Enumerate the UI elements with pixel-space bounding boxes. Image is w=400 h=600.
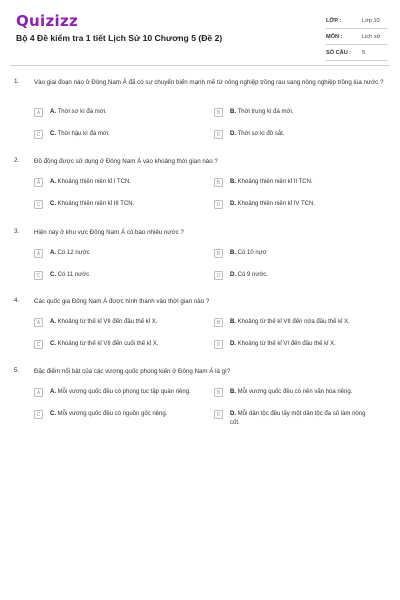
meta-label: SỐ CÂU : (326, 49, 352, 56)
option-label: Khoảng thiên niên kỉ IV TCN. (237, 201, 315, 207)
option-key: C. (50, 411, 56, 417)
option-letter-box[interactable]: C (34, 340, 43, 349)
option-label: Khoảng thiên niên kỉ I TCN. (57, 179, 131, 185)
option-text (230, 178, 375, 187)
option-key: B. (230, 109, 236, 115)
option-key: C. (50, 341, 56, 347)
question-text: Các quốc gia Đông Nam Á được hình thành vào thời gian nào ? (34, 298, 210, 305)
answer-option-a[interactable] (34, 178, 195, 187)
option-letter-box[interactable]: D (214, 271, 223, 280)
answer-option-b[interactable] (214, 388, 375, 397)
option-key: D. (230, 272, 236, 278)
option-letter-box[interactable]: A (34, 388, 43, 397)
question-number: 2. (14, 157, 20, 164)
option-letter-box[interactable]: A (34, 108, 43, 117)
option-text (230, 249, 375, 258)
option-text (230, 200, 375, 209)
option-text (230, 410, 375, 427)
answer-option-b[interactable] (214, 249, 375, 258)
option-key: D. (230, 411, 236, 417)
meta-row-subject (326, 29, 388, 45)
answer-option-a[interactable] (34, 249, 195, 258)
option-key: A. (50, 109, 56, 115)
answer-option-c[interactable] (34, 410, 195, 419)
option-letter-box[interactable]: D (214, 410, 223, 419)
answer-option-a[interactable] (34, 108, 195, 117)
option-label: Thời sơ kì đá mới. (57, 109, 107, 115)
option-text (230, 130, 375, 139)
meta-label: MÔN : (326, 33, 343, 40)
option-text (50, 410, 195, 419)
option-key: B. (230, 389, 236, 395)
meta-value: 5 (362, 49, 366, 56)
option-text (230, 388, 375, 397)
answer-option-d[interactable] (214, 130, 375, 139)
option-key: A. (50, 250, 56, 256)
option-key: B. (230, 179, 236, 185)
option-text (50, 318, 195, 327)
answer-option-b[interactable] (214, 108, 375, 117)
option-label: Khoảng thiên niên kỉ III TCN. (57, 201, 135, 207)
option-text (50, 340, 195, 349)
meta-row-class (326, 13, 388, 29)
answer-option-b[interactable] (214, 178, 375, 187)
option-key: B. (230, 319, 236, 325)
option-text (50, 249, 195, 258)
option-label: Khoảng từ thế kỉ VII đến cuối thế kỉ X. (57, 341, 159, 347)
option-label: Thời sơ kì đồ sắt. (237, 131, 285, 137)
option-text (50, 178, 195, 187)
meta-value: Lớp 10 (362, 17, 380, 24)
option-letter-box[interactable]: B (214, 388, 223, 397)
option-letter-box[interactable]: B (214, 178, 223, 187)
option-text (230, 271, 375, 280)
option-text (50, 271, 195, 280)
answer-option-c[interactable] (34, 200, 195, 209)
meta-label: LỚP : (326, 17, 342, 24)
option-letter-box[interactable]: C (34, 200, 43, 209)
quizizz-logo: Quizizz (16, 12, 79, 30)
option-letter-box[interactable]: A (34, 249, 43, 258)
answer-option-b[interactable] (214, 318, 375, 327)
option-label: Khoảng từ thế kỉ VII đến đầu thế kỉ X. (57, 319, 158, 325)
answer-option-d[interactable] (214, 200, 375, 209)
option-key: C. (50, 201, 56, 207)
option-label: Khoảng từ thế kỉ VII đến nửa đầu thế kỉ X. (237, 319, 350, 325)
question-number: 3. (14, 228, 20, 235)
option-key: D. (230, 341, 236, 347)
question-number: 5. (14, 367, 20, 374)
option-letter-box[interactable]: A (34, 318, 43, 327)
option-key: D. (230, 131, 236, 137)
option-label: Có 10 nựơ (237, 250, 267, 256)
answer-option-a[interactable] (34, 388, 195, 397)
option-key: B. (230, 250, 236, 256)
answer-option-c[interactable] (34, 130, 195, 139)
option-key: A. (50, 179, 56, 185)
option-label: Mỗi vương quốc đều có phong tục tập quán riêng. (57, 389, 191, 395)
answer-option-a[interactable] (34, 318, 195, 327)
option-letter-box[interactable]: C (34, 130, 43, 139)
option-label: Có 12 nước (57, 250, 90, 256)
meta-value: Lịch sử (362, 33, 381, 40)
option-letter-box[interactable]: B (214, 249, 223, 258)
option-text (50, 130, 195, 139)
option-key: C. (50, 131, 56, 137)
option-key: D. (230, 201, 236, 207)
option-label: Mỗi dân tộc đều lấy một dân tộc đa số làm nòng cốt. (230, 411, 366, 426)
meta-row-count (326, 45, 388, 61)
option-label: Thời hậu kì đá mới. (57, 131, 110, 137)
option-letter-box[interactable]: C (34, 410, 43, 419)
option-label: Có 11 nước (57, 272, 90, 278)
answer-option-d[interactable] (214, 340, 375, 349)
worksheet-meta (326, 13, 388, 61)
answer-option-d[interactable] (214, 410, 375, 427)
question-text: Đồ đồng được sử dụng ở Đông Nam Á vào khoảng thời gian nào ? (34, 158, 218, 165)
question-text: Vào giai đoạn nào ở Đông Nam Á đã có sự chuyển biến mạnh mẽ từ nông nghiệp trồng rau sang nông nghiệp trồng lúa nước ? (34, 79, 384, 86)
question-text: Đặc điểm nổi bật của các vương quốc phong kiến ở Đông Nam Á là gì? (34, 368, 231, 375)
option-text (50, 108, 195, 117)
option-label: Khoảng thiên niên kỉ II TCN. (237, 179, 313, 185)
option-letter-box[interactable]: A (34, 178, 43, 187)
option-letter-box[interactable]: D (214, 130, 223, 139)
option-text (230, 108, 375, 117)
option-letter-box[interactable]: D (214, 340, 223, 349)
option-label: Khoảng từ thế kỉ VI đến đầu thế kỉ X. (237, 341, 336, 347)
worksheet-title: Bộ 4 Đề kiểm tra 1 tiết Lịch Sử 10 Chương 5 (Đề 2) (16, 33, 223, 43)
header-divider (10, 65, 390, 66)
option-letter-box[interactable]: C (34, 271, 43, 280)
question-number: 4. (14, 297, 20, 304)
option-text (230, 340, 375, 349)
option-text (50, 200, 195, 209)
option-key: A. (50, 389, 56, 395)
option-text (230, 318, 375, 327)
answer-option-c[interactable] (34, 271, 195, 280)
option-letter-box[interactable]: B (214, 318, 223, 327)
option-label: Thời trung kì đá mới. (237, 109, 294, 115)
option-key: C. (50, 272, 56, 278)
option-label: Mỗi vương quốc đều có nền văn hóa riêng. (237, 389, 353, 395)
option-text (50, 388, 195, 397)
option-key: A. (50, 319, 56, 325)
question-text: Hiện nay ở khu vực Đông Nam Á có bao nhiêu nước ? (34, 229, 184, 236)
option-label: Có 9 nước. (237, 272, 268, 278)
option-letter-box[interactable]: B (214, 108, 223, 117)
answer-option-c[interactable] (34, 340, 195, 349)
answer-option-d[interactable] (214, 271, 375, 280)
option-letter-box[interactable]: D (214, 200, 223, 209)
option-label: Mỗi vương quốc đều có nguồn gốc riêng. (57, 411, 168, 417)
question-number: 1. (14, 78, 20, 85)
